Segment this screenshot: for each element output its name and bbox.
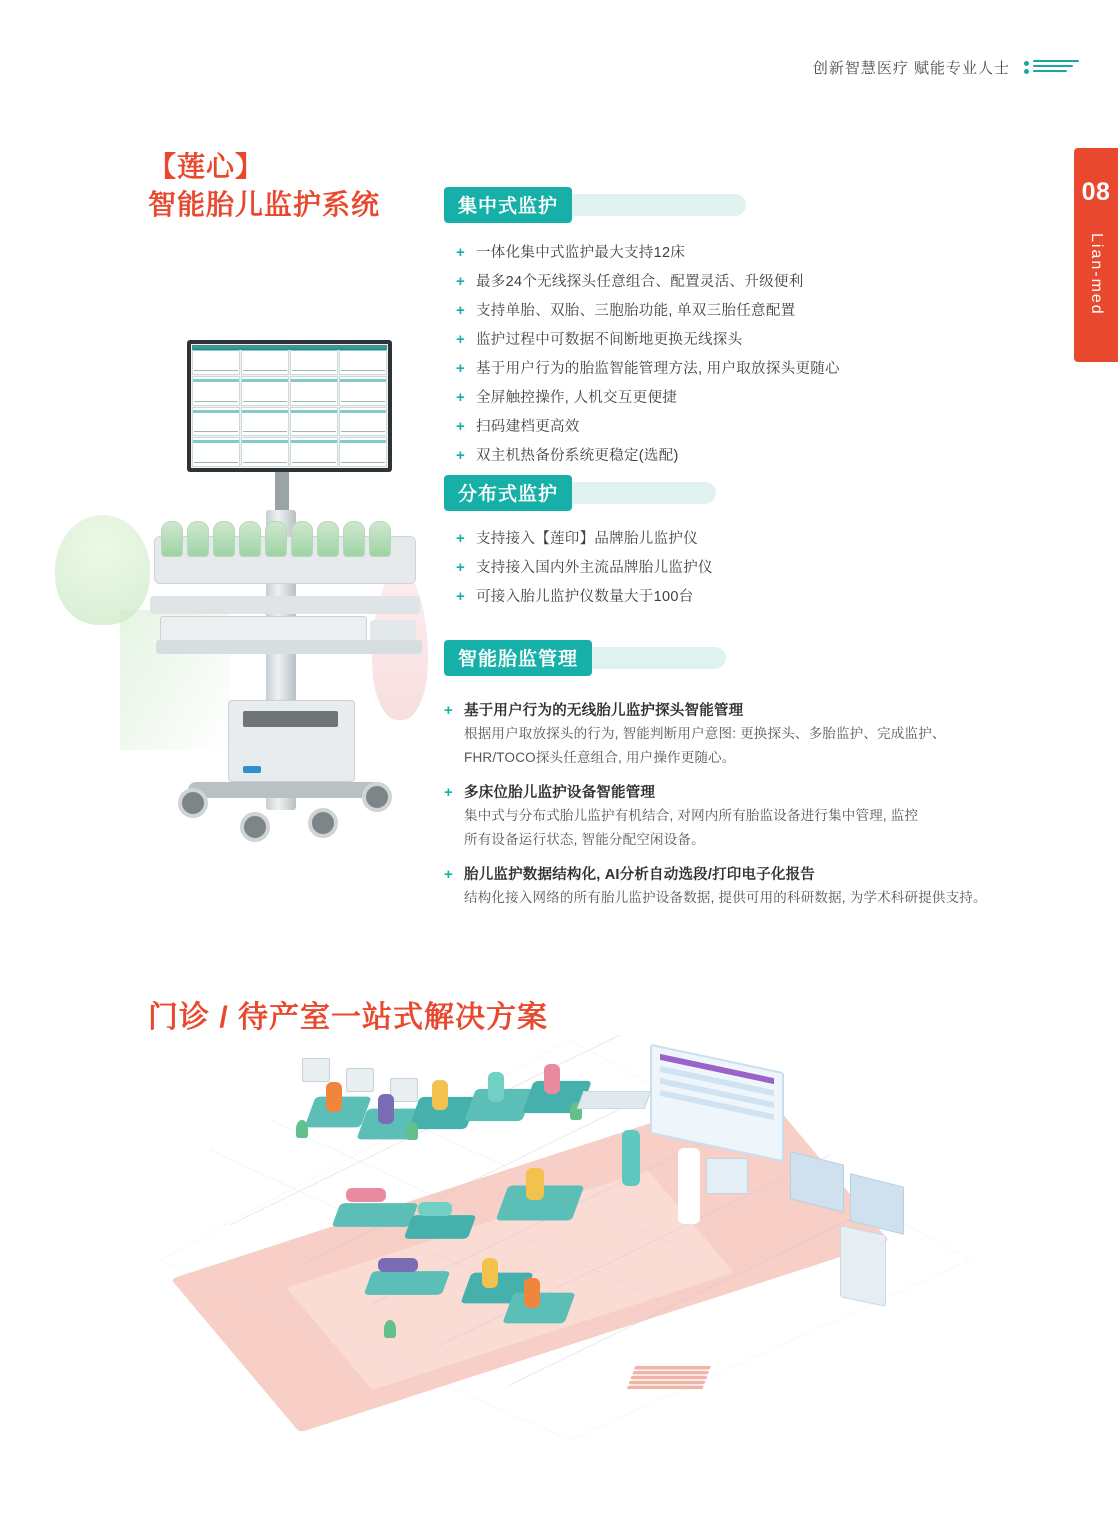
section-heading-label: 智能胎监管理: [444, 640, 592, 676]
clinic-waiting-room-isometric-illustration: [150, 1030, 980, 1450]
management-item-line: 结构化接入网络的所有胎儿监护设备数据, 提供可用的科研数据, 为学术科研提供支持。: [464, 890, 987, 905]
plus-icon: +: [456, 302, 465, 319]
printer: [228, 700, 355, 782]
plus-icon: +: [456, 389, 465, 406]
patient-figure: [524, 1278, 540, 1308]
list-item-label: 支持接入国内外主流品牌胎儿监护仪: [476, 560, 713, 576]
patient-figure: [378, 1094, 394, 1124]
central-monitor-screen: [187, 340, 392, 472]
patient-figure: [326, 1082, 342, 1112]
patient-figure: [488, 1072, 504, 1102]
cart-base: [188, 782, 384, 798]
plus-icon: +: [456, 273, 465, 290]
plus-icon: +: [456, 360, 465, 377]
management-item-line: 根据用户取放探头的行为, 智能判断用户意图: 更换探头、多胎监护、完成监护、: [464, 726, 946, 741]
plus-icon: +: [444, 702, 453, 719]
bedside-monitor: [346, 1068, 374, 1092]
bullet-list-distributed: [456, 528, 1056, 615]
patient-figure: [432, 1080, 448, 1110]
list-item: [456, 329, 1056, 351]
management-item-line: FHR/TOCO探头任意组合, 用户操作更随心。: [464, 750, 736, 765]
list-item-label: 支持单胎、双胎、三胞胎功能, 单双三胎任意配置: [476, 303, 796, 319]
cart-shelf-upper: [150, 596, 420, 614]
plus-icon: +: [444, 784, 453, 801]
signal-lines-icon: [1024, 56, 1082, 78]
management-items: [444, 700, 1064, 922]
list-item-label: 扫码建档更高效: [476, 419, 580, 435]
management-item: [444, 700, 1064, 770]
cart-wheel: [362, 782, 392, 812]
fetal-monitoring-cart-illustration: [60, 320, 440, 920]
list-item-label: 基于用户行为的胎监智能管理方法, 用户取放探头更随心: [476, 361, 840, 377]
list-item: [456, 557, 1056, 579]
list-item: [456, 358, 1056, 380]
patient-figure: [544, 1064, 560, 1094]
list-item: [456, 586, 1056, 608]
list-item-label: 一体化集中式监护最大支持12床: [476, 245, 686, 261]
recliner-sofa: [332, 1203, 419, 1227]
list-item-label: 全屏触控操作, 人机交互更便捷: [476, 390, 678, 406]
stairs: [625, 1366, 711, 1394]
patient-figure: [482, 1258, 498, 1288]
cart-wheel: [240, 812, 270, 842]
plus-icon: +: [444, 866, 453, 883]
monitor-stand: [275, 472, 289, 512]
list-item: [456, 416, 1056, 438]
ultrasound-cart: [840, 1225, 886, 1307]
plant: [296, 1120, 308, 1138]
bullet-list-centralized: [456, 242, 1056, 474]
plus-icon: +: [456, 530, 465, 547]
cart-wheel: [308, 808, 338, 838]
plus-icon: +: [456, 559, 465, 576]
plus-icon: +: [456, 331, 465, 348]
section-heading-label: 分布式监护: [444, 475, 572, 511]
page-title-line2: 智能胎儿监护系统: [148, 189, 381, 220]
list-item-label: 监护过程中可数据不间断地更换无线探头: [476, 332, 743, 348]
page-header: [813, 56, 1082, 78]
plus-icon: +: [456, 418, 465, 435]
recliner-sofa: [364, 1271, 451, 1295]
header-tagline: 创新智慧医疗 赋能专业人士: [812, 59, 1010, 77]
patient-figure: [526, 1168, 544, 1200]
cart-wheel: [178, 788, 208, 818]
patient-figure-reclining: [418, 1202, 452, 1216]
management-item: [444, 782, 1064, 852]
management-item-title: 胎儿监护数据结构化, AI分析自动选段/打印电子化报告: [464, 867, 815, 883]
cart-shelf-lower: [156, 640, 422, 654]
bedside-monitor: [302, 1058, 330, 1082]
management-item-title: 基于用户行为的无线胎儿监护探头智能管理: [464, 703, 744, 719]
list-item: [456, 271, 1056, 293]
management-item: [444, 864, 1064, 910]
list-item-label: 最多24个无线探头任意组合、配置灵活、升级便利: [476, 274, 804, 290]
doctor-figure: [678, 1148, 700, 1224]
lotus-leaf-left-shape: [55, 515, 150, 625]
section-heading-tail: [566, 194, 746, 216]
plant: [406, 1122, 418, 1140]
plus-icon: +: [456, 588, 465, 605]
plus-icon: +: [456, 447, 465, 464]
section-heading-tail: [566, 482, 716, 504]
list-item-label: 可接入胎儿监护仪数量大于100台: [476, 589, 694, 605]
patient-figure-reclining: [378, 1258, 418, 1272]
section-heading-smart-management: [444, 643, 726, 673]
list-item-label: 支持接入【莲印】品牌胎儿监护仪: [476, 531, 698, 547]
page-number-tab: [1074, 148, 1118, 362]
section-heading-tail: [586, 647, 726, 669]
list-item: [456, 300, 1056, 322]
bedside-monitor: [390, 1078, 418, 1102]
management-item-line: 所有设备运行状态, 智能分配空闲设备。: [464, 832, 705, 847]
recliner-sofa: [404, 1215, 477, 1239]
plant: [384, 1320, 396, 1338]
page-title-line1: 【莲心】: [148, 151, 265, 182]
probe-tray: [154, 536, 416, 584]
list-item: [456, 387, 1056, 409]
list-item: [456, 528, 1056, 550]
section-heading-centralized: [444, 190, 746, 220]
mouse-pad: [370, 620, 416, 642]
page-title: [148, 148, 380, 224]
management-item-line: 集中式与分布式胎儿监护有机结合, 对网内所有胎监设备进行集中管理, 监控: [464, 808, 919, 823]
page-number: 08: [1081, 178, 1111, 206]
list-item-label: 双主机热备份系统更稳定(选配): [476, 448, 679, 464]
list-item: [456, 445, 1056, 467]
section-heading-label: 集中式监护: [444, 187, 572, 223]
section-heading-distributed: [444, 478, 716, 508]
patient-figure-reclining: [346, 1188, 386, 1202]
management-item-title: 多床位胎儿监护设备智能管理: [464, 785, 656, 801]
brand-name: Lian-med: [1088, 233, 1105, 316]
plus-icon: +: [456, 244, 465, 261]
list-item: [456, 242, 1056, 264]
exam-bed: [577, 1091, 652, 1109]
bottom-section-title: 门诊 / 待产室一站式解决方案: [148, 1001, 549, 1034]
ultrasound-screen: [706, 1158, 748, 1194]
nurse-figure: [622, 1130, 640, 1186]
